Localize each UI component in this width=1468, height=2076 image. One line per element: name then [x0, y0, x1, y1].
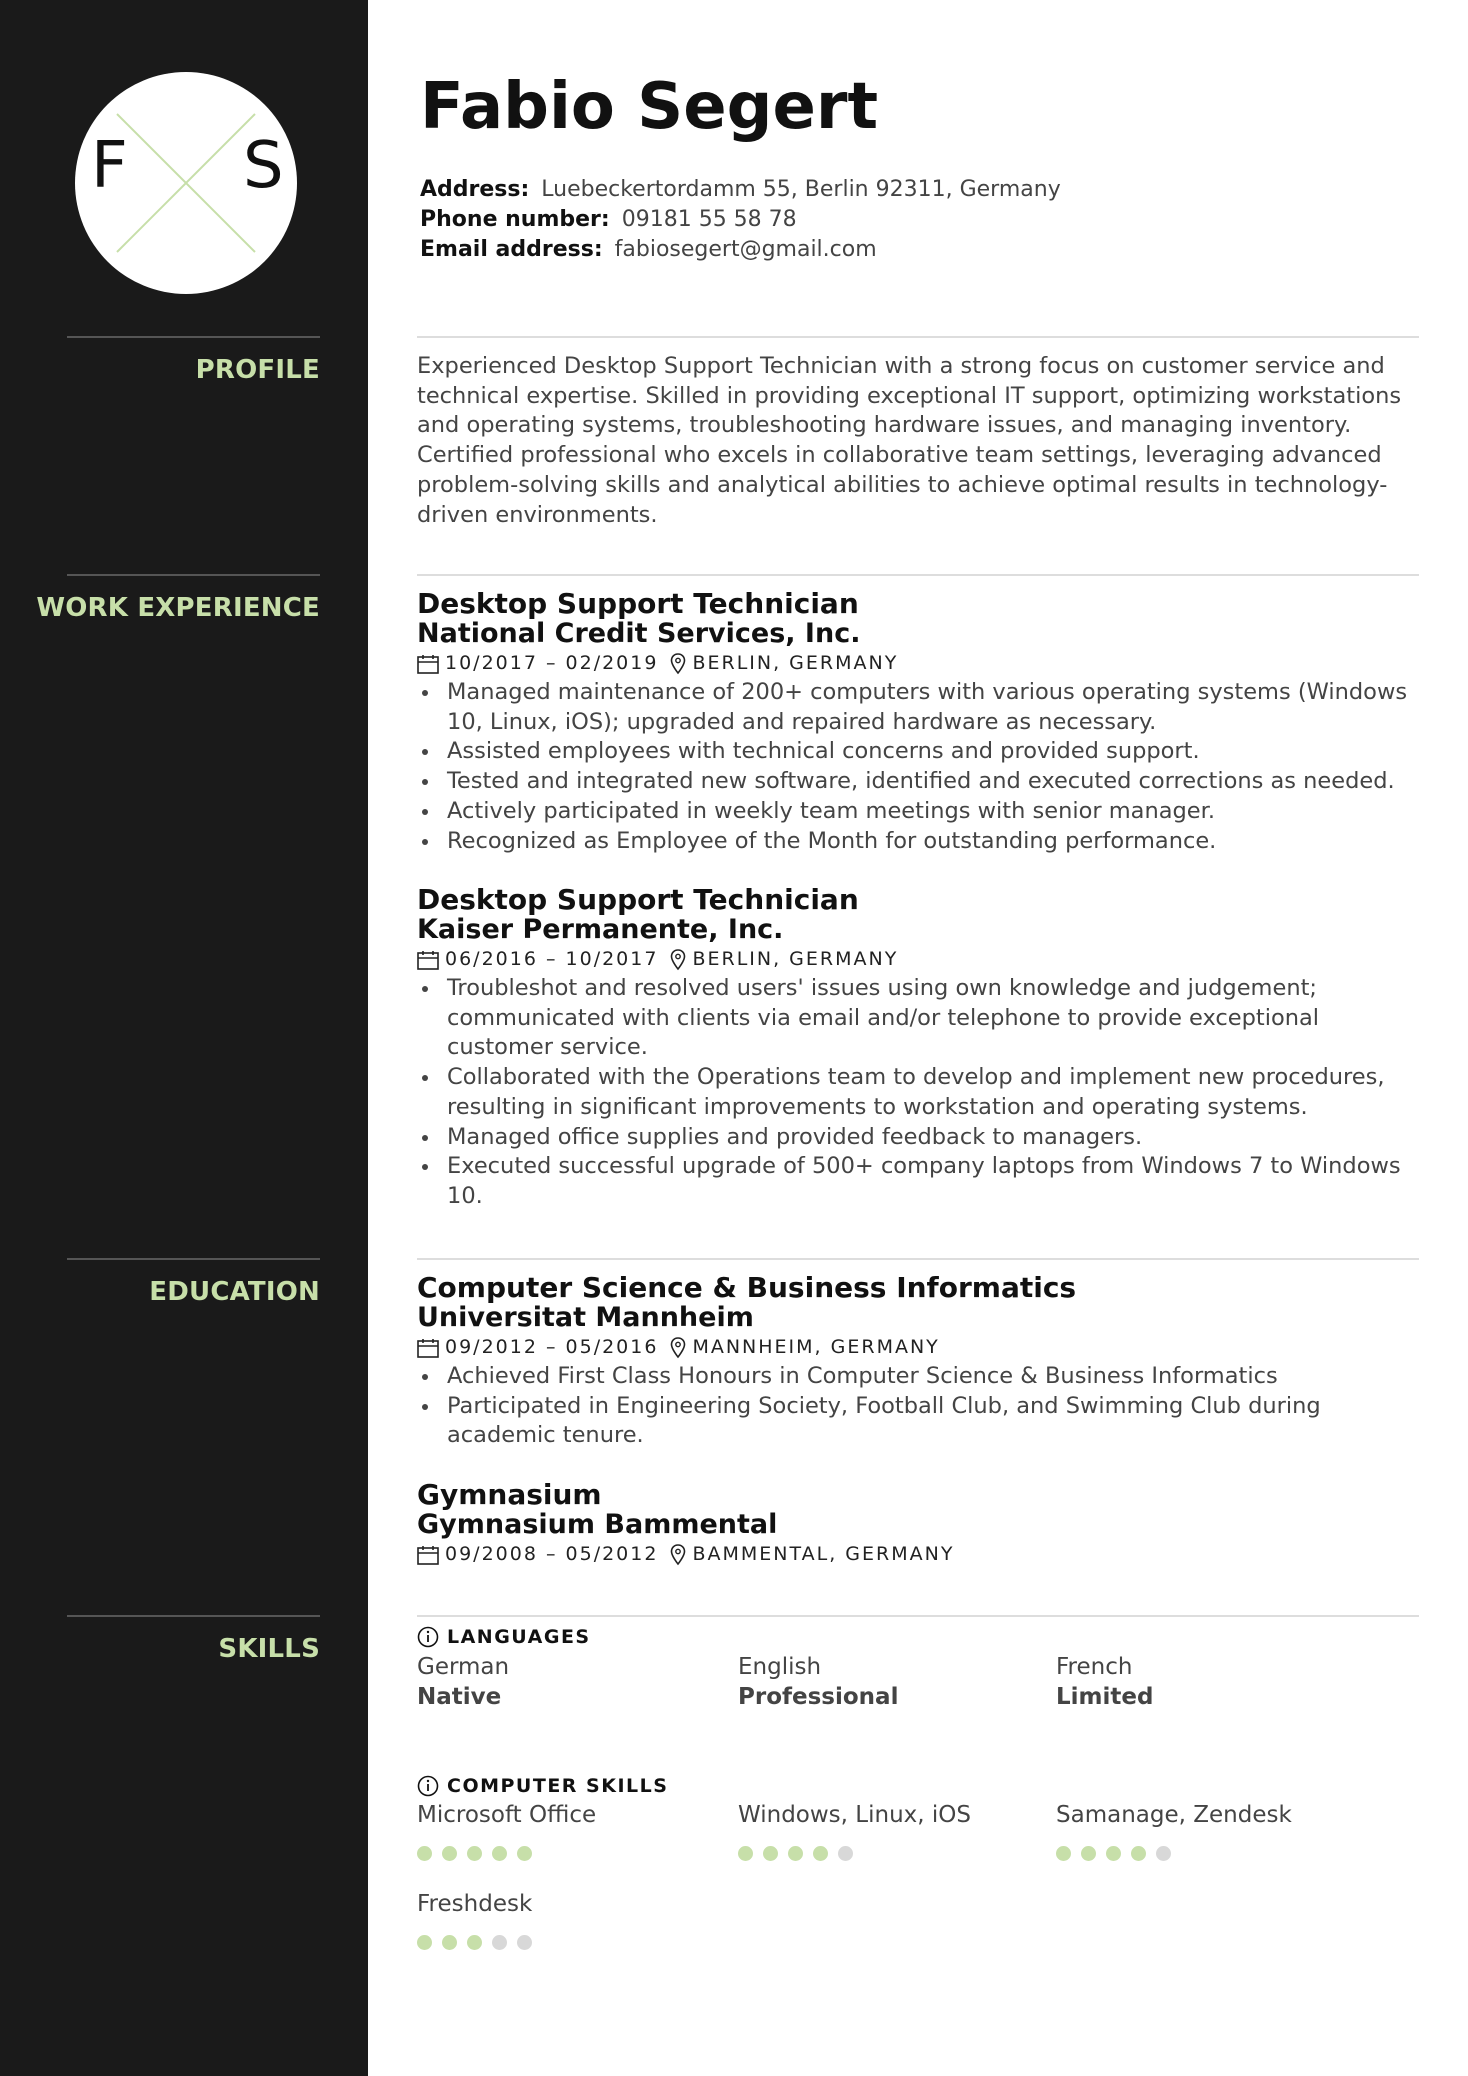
skill-name: Microsoft Office	[417, 1802, 597, 1828]
entry-dates: 09/2008 – 05/2012	[445, 1543, 659, 1565]
skill-name: Samanage, Zendesk	[1056, 1802, 1292, 1828]
entry-location: BAMMENTAL, GERMANY	[692, 1543, 955, 1565]
languages-heading-label: LANGUAGES	[447, 1626, 591, 1648]
computer-skills-heading-label: COMPUTER SKILLS	[447, 1775, 669, 1797]
rating-dot-filled	[1081, 1846, 1096, 1861]
language-name: English	[738, 1654, 822, 1680]
sidebar-divider	[67, 574, 320, 576]
company-name: National Credit Services, Inc.	[417, 618, 861, 649]
education-entry	[417, 1272, 1417, 1451]
rating-dot-filled	[492, 1846, 507, 1861]
rating-dot-filled	[467, 1935, 482, 1950]
language-level: Native	[417, 1684, 502, 1710]
phone-value: 09181 55 58 78	[621, 207, 797, 232]
rating-dot-filled	[442, 1846, 457, 1861]
job-title: Desktop Support Technician	[417, 587, 859, 620]
list-item: Managed office supplies and provided feedback to managers.	[417, 1123, 1417, 1153]
section-divider	[417, 336, 1419, 338]
contact-phone	[420, 205, 797, 235]
section-divider	[417, 1258, 1419, 1260]
rating-dot-filled	[1056, 1846, 1071, 1861]
skill-rating	[417, 1935, 542, 1950]
rating-dot-filled	[467, 1846, 482, 1861]
rating-dot-filled	[417, 1935, 432, 1950]
language-item	[1056, 1652, 1153, 1712]
list-item: Actively participated in weekly team meetings with senior manager.	[417, 797, 1417, 827]
rating-dot-filled	[442, 1935, 457, 1950]
profile-summary: Experienced Desktop Support Technician with a strong focus on customer service and technical expertise. Skilled in providing exceptional IT support, optimizing workstations and operating systems, troubleshooting hardware issues, and managing inventory. Certified professional who excels in collaborative team settings, leveraging advanced problem-solving skills and analytical abilities to achieve optimal results in technology-driven environments.	[417, 353, 1402, 528]
list-item: Participated in Engineering Society, Football Club, and Swimming Club during academic tenure.	[417, 1392, 1417, 1451]
section-label-education: EDUCATION	[149, 1277, 320, 1307]
sidebar-divider	[67, 1615, 320, 1617]
calendar-icon	[417, 1545, 439, 1565]
bullet-list	[417, 678, 1417, 856]
contact-email	[420, 235, 877, 265]
skill-name: Freshdesk	[417, 1891, 533, 1917]
skill-name: Windows, Linux, iOS	[738, 1802, 971, 1828]
email-label: Email address:	[420, 237, 603, 262]
rating-dot-empty	[1156, 1846, 1171, 1861]
list-item: Managed maintenance of 200+ computers with various operating systems (Windows 10, Linux, iOS); upgraded and repaired hardware as necessary.	[417, 678, 1417, 737]
work-entry	[417, 588, 1417, 856]
work-entry	[417, 884, 1417, 1212]
languages-heading	[417, 1626, 591, 1648]
language-level: Professional	[738, 1684, 899, 1710]
section-label-profile: PROFILE	[195, 355, 320, 385]
contact-address	[420, 175, 1061, 205]
address-label: Address:	[420, 177, 530, 202]
section-divider	[417, 574, 1419, 576]
language-item	[417, 1652, 509, 1712]
address-value: Luebeckertordamm 55, Berlin 92311, Germany	[541, 177, 1061, 202]
job-title: Desktop Support Technician	[417, 883, 859, 916]
entry-dates: 09/2012 – 05/2016	[445, 1336, 659, 1358]
location-pin-icon	[670, 1337, 686, 1359]
rating-dot-filled	[417, 1846, 432, 1861]
school-name: Gymnasium Bammental	[417, 1509, 778, 1540]
bullet-list	[417, 1362, 1417, 1451]
monogram-second-letter: S	[243, 129, 284, 203]
skill-rating	[738, 1846, 863, 1861]
list-item: Collaborated with the Operations team to develop and implement new procedures, resulting in significant improvements to workstation and operating systems.	[417, 1063, 1417, 1122]
list-item: Tested and integrated new software, identified and executed corrections as needed.	[417, 767, 1417, 797]
degree-title: Computer Science & Business Informatics	[417, 1271, 1077, 1304]
entry-dates: 10/2017 – 02/2019	[445, 652, 659, 674]
rating-dot-filled	[813, 1846, 828, 1861]
entry-meta	[417, 1333, 1417, 1362]
language-name: German	[417, 1654, 510, 1680]
company-name: Kaiser Permanente, Inc.	[417, 914, 784, 945]
sidebar-divider	[67, 336, 320, 338]
rating-dot-filled	[738, 1846, 753, 1861]
calendar-icon	[417, 1338, 439, 1358]
section-label-skills: SKILLS	[218, 1634, 320, 1664]
school-name: Universitat Mannheim	[417, 1302, 754, 1333]
language-name: French	[1056, 1654, 1133, 1680]
info-icon	[417, 1626, 439, 1648]
degree-title: Gymnasium	[417, 1478, 602, 1511]
list-item: Troubleshot and resolved users' issues using own knowledge and judgement; communicated with clients via email and/or telephone to provide exceptional customer service.	[417, 974, 1417, 1063]
entry-dates: 06/2016 – 10/2017	[445, 948, 659, 970]
rating-dot-empty	[517, 1935, 532, 1950]
education-entry	[417, 1479, 1417, 1569]
list-item: Recognized as Employee of the Month for outstanding performance.	[417, 827, 1417, 857]
computer-skills-heading	[417, 1775, 668, 1797]
sidebar-divider	[67, 1258, 320, 1260]
calendar-icon	[417, 950, 439, 970]
monogram-first-letter: F	[91, 129, 128, 203]
section-label-work: WORK EXPERIENCE	[36, 593, 320, 623]
entry-location: BERLIN, GERMANY	[692, 652, 899, 674]
location-pin-icon	[670, 1544, 686, 1566]
section-divider	[417, 1615, 1419, 1617]
monogram-badge	[75, 72, 297, 294]
language-level: Limited	[1056, 1684, 1154, 1710]
language-item	[738, 1652, 898, 1712]
entry-location: BERLIN, GERMANY	[692, 948, 899, 970]
rating-dot-empty	[492, 1935, 507, 1950]
calendar-icon	[417, 654, 439, 674]
location-pin-icon	[670, 653, 686, 675]
entry-meta	[417, 649, 1417, 678]
list-item: Assisted employees with technical concerns and provided support.	[417, 737, 1417, 767]
rating-dot-filled	[788, 1846, 803, 1861]
sidebar	[0, 0, 368, 2076]
skill-rating	[417, 1846, 542, 1861]
rating-dot-empty	[838, 1846, 853, 1861]
skill-rating	[1056, 1846, 1181, 1861]
entry-meta	[417, 945, 1417, 974]
bullet-list	[417, 974, 1417, 1212]
candidate-name: Fabio Segert	[420, 70, 879, 144]
rating-dot-filled	[763, 1846, 778, 1861]
phone-label: Phone number:	[420, 207, 610, 232]
rating-dot-filled	[1106, 1846, 1121, 1861]
info-icon	[417, 1775, 439, 1797]
list-item: Achieved First Class Honours in Computer Science & Business Informatics	[417, 1362, 1417, 1392]
email-value: fabiosegert@gmail.com	[614, 237, 877, 262]
entry-location: MANNHEIM, GERMANY	[692, 1336, 940, 1358]
list-item: Executed successful upgrade of 500+ company laptops from Windows 7 to Windows 10.	[417, 1152, 1417, 1211]
rating-dot-filled	[1131, 1846, 1146, 1861]
rating-dot-filled	[517, 1846, 532, 1861]
location-pin-icon	[670, 949, 686, 971]
entry-meta	[417, 1540, 1417, 1569]
